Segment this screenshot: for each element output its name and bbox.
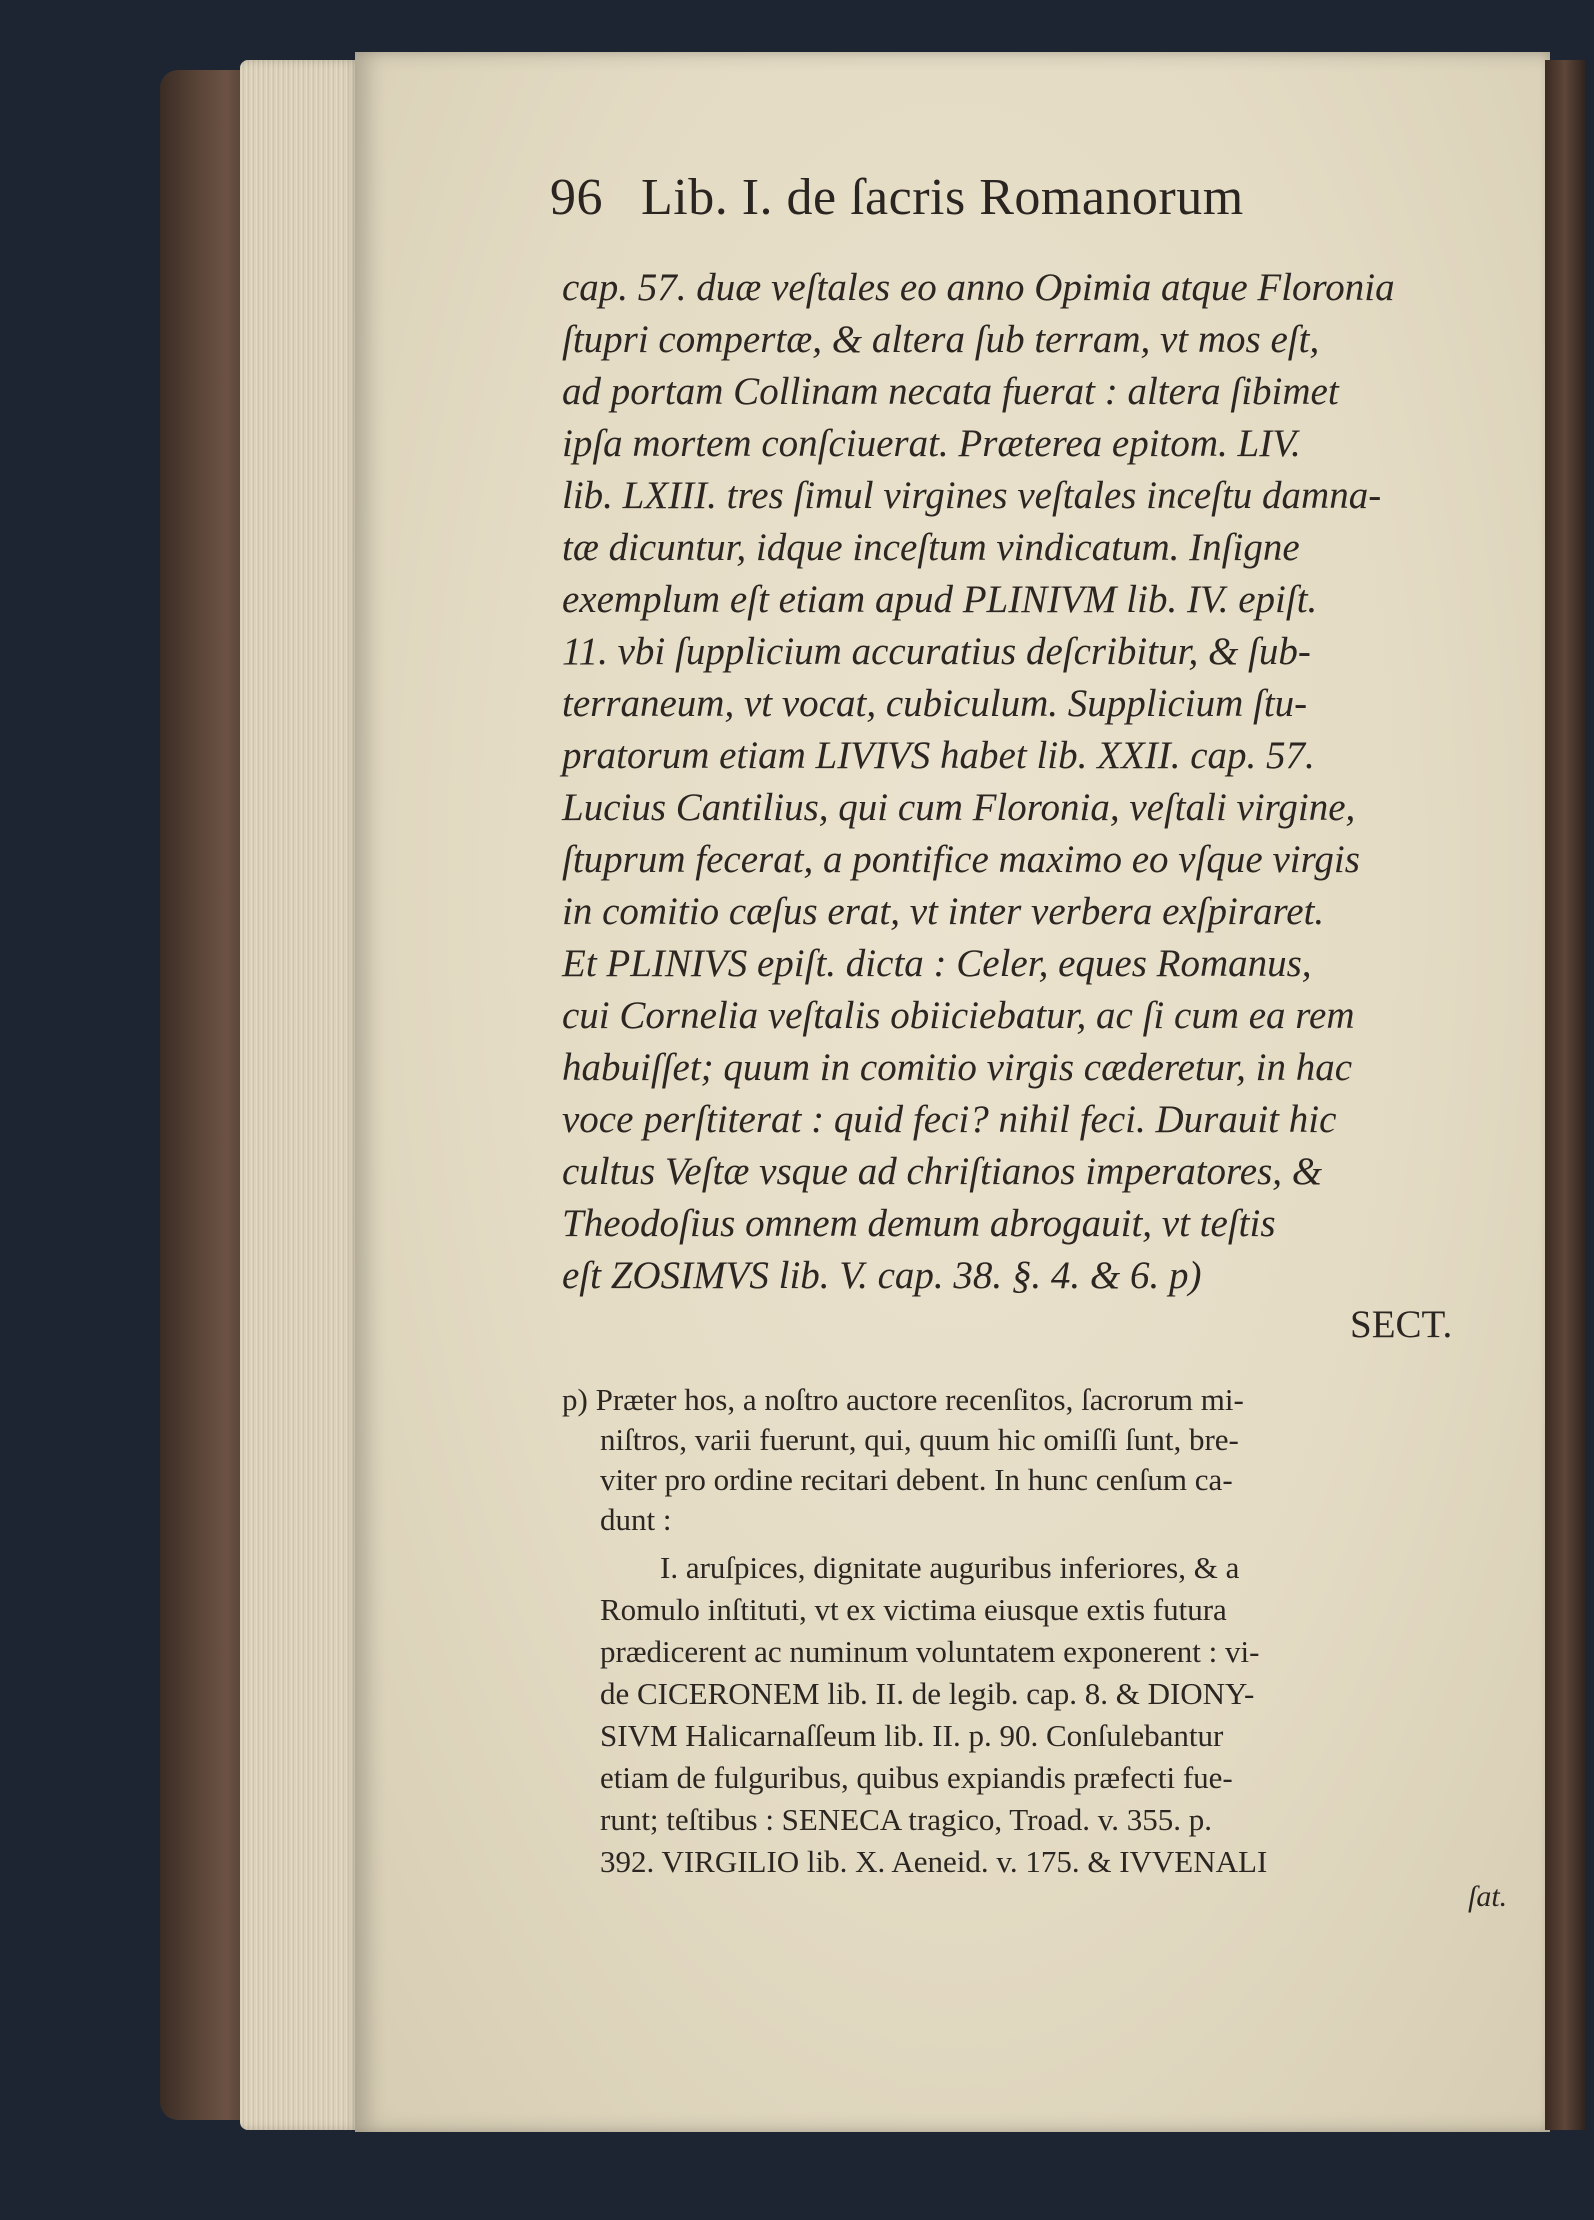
main-text-line: Et PLINIVS epiſt. dicta : Celer, eques Romanus, bbox=[562, 942, 1312, 985]
main-text-line: lib. LXIII. tres ſimul virgines veſtales inceſtu damna- bbox=[562, 474, 1382, 517]
main-text-line: cui Cornelia veſtalis obiiciebatur, ac ſi cum ea rem bbox=[562, 994, 1355, 1037]
main-text-line: ipſa mortem conſciuerat. Præterea epitom. LIV. bbox=[562, 422, 1301, 465]
footnote-line: runt; teſtibus : SENECA tragico, Troad. v. 355. p. bbox=[600, 1802, 1212, 1837]
footnote-line: prædicerent ac numinum voluntatem exponerent : vi- bbox=[600, 1634, 1260, 1669]
main-text-line: tæ dicuntur, idque inceſtum vindicatum. Inſigne bbox=[562, 526, 1300, 569]
main-text-line: voce perſtiterat : quid feci? nihil feci. Durauit hic bbox=[562, 1098, 1337, 1141]
footnote-line: p) Præter hos, a noſtro auctore recenſitos, ſacrorum mi- bbox=[562, 1382, 1244, 1417]
footnote-line: I. aruſpices, dignitate auguribus inferiores, & a bbox=[660, 1550, 1240, 1585]
main-text-line: exemplum eſt etiam apud PLINIVM lib. IV. epiſt. bbox=[562, 578, 1318, 621]
footnote-line: Romulo inſtituti, vt ex victima eiusque extis futura bbox=[600, 1592, 1227, 1627]
main-text-line: ſtuprum fecerat, a pontifice maximo eo vſque virgis bbox=[562, 838, 1360, 881]
book-cover-right bbox=[1545, 60, 1585, 2130]
catchword-sect: SECT. bbox=[1350, 1303, 1453, 1346]
main-text-line: habuiſſet; quum in comitio virgis cæderetur, in hac bbox=[562, 1046, 1353, 1089]
main-text-line: ſtupri compertæ, & altera ſub terram, vt mos eſt, bbox=[562, 318, 1320, 361]
main-text-line: in comitio cæſus erat, vt inter verbera exſpiraret. bbox=[562, 890, 1325, 933]
main-text-line: terraneum, vt vocat, cubiculum. Supplicium ſtu- bbox=[562, 682, 1308, 725]
footnote-line: etiam de fulguribus, quibus expiandis præfecti fue- bbox=[600, 1760, 1233, 1795]
main-text-line: eſt ZOSIMVS lib. V. cap. 38. §. 4. & 6. p) bbox=[562, 1254, 1202, 1297]
catchword-end: ſat. bbox=[1468, 1880, 1508, 1913]
main-text-line: Lucius Cantilius, qui cum Floronia, veſtali virgine, bbox=[562, 786, 1356, 829]
footnote-line: niſtros, varii fuerunt, qui, quum hic omiſſi ſunt, bre- bbox=[600, 1422, 1239, 1457]
footnote-line: SIVM Halicarnaſſeum lib. II. p. 90. Conſulebantur bbox=[600, 1718, 1224, 1753]
footnote-line: 392. VIRGILIO lib. X. Aeneid. v. 175. & IVVENALI bbox=[600, 1844, 1268, 1879]
page-edges bbox=[240, 60, 360, 2130]
running-head-title: Lib. I. de ſacris Romanorum bbox=[641, 169, 1244, 226]
main-text-line: 11. vbi ſupplicium accuratius deſcribitur, & ſub- bbox=[562, 630, 1311, 673]
main-text-line: cultus Veſtæ vsque ad chriſtianos imperatores, & bbox=[562, 1150, 1323, 1193]
page-number: 96 bbox=[550, 169, 603, 226]
main-text-line: cap. 57. duæ veſtales eo anno Opimia atque Floronia bbox=[562, 266, 1395, 309]
footnote-line: viter pro ordine recitari debent. In hunc cenſum ca- bbox=[600, 1462, 1233, 1497]
main-text-line: pratorum etiam LIVIVS habet lib. XXII. cap. 57. bbox=[562, 734, 1315, 777]
main-text-line: Theodoſius omnem demum abrogauit, vt teſtis bbox=[562, 1202, 1276, 1245]
footnote-line: dunt : bbox=[600, 1502, 672, 1537]
main-text-line: ad portam Collinam necata fuerat : altera ſibimet bbox=[562, 370, 1339, 413]
footnote-line: de CICERONEM lib. II. de legib. cap. 8. & DIONY- bbox=[600, 1676, 1255, 1711]
running-header bbox=[550, 168, 1244, 227]
